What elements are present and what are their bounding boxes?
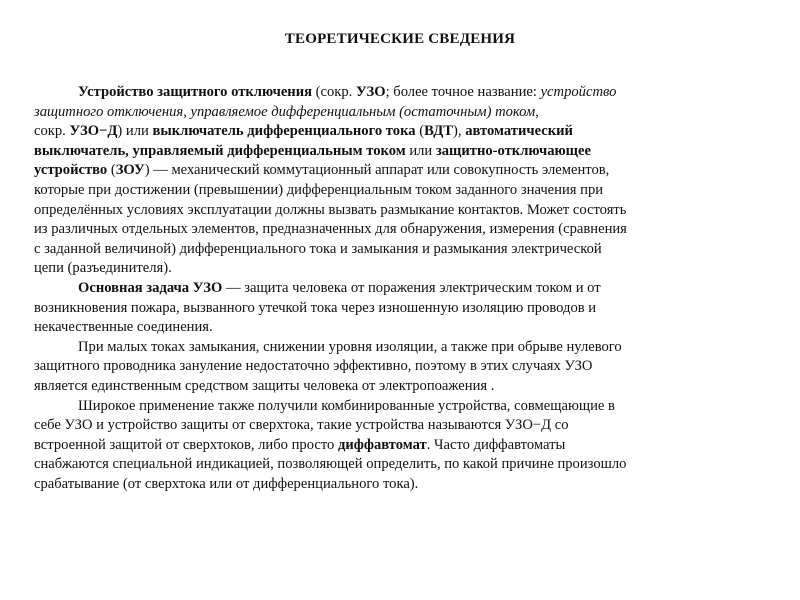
text-line (34, 122, 764, 142)
text-span: некачественные соединения. (34, 319, 213, 336)
text-span: (сокр. (312, 84, 356, 100)
text-line (34, 103, 764, 123)
bold-term: диффавтомат (337, 436, 427, 453)
text-line (34, 397, 764, 417)
text-line (34, 299, 764, 319)
text-span: Широкое применение также получили комбинированные устройства, совмещающие в (78, 397, 615, 414)
text-span: себе УЗО и устройство защиты от сверхтока, такие устройства называются УЗО−Д со (34, 417, 569, 434)
text-span: снабжаются специальной индикацией, позволяющей определить, по какой причине произошло (34, 456, 627, 473)
text-span: ) — механический коммутационный аппарат или совокупность элементов, (144, 162, 610, 179)
text-span: ; более точное название: (385, 84, 541, 100)
text-span: из различных отдельных элементов, предназначенных для обнаружения, измерения (сравнения (34, 221, 627, 238)
text-span: ( (107, 162, 116, 179)
text-span: ( (415, 123, 425, 140)
text-span: . Часто диффавтоматы (426, 436, 566, 453)
text-line (34, 416, 764, 436)
paragraph (34, 397, 764, 495)
bold-term: автоматический (465, 123, 573, 140)
text-span: является единственным средством защиты человека от электропоажения . (34, 377, 495, 394)
paragraph (34, 83, 764, 279)
text-span: При малых токах замыкания, снижении уровня изоляции, а также при обрыве нулевого (78, 338, 622, 355)
italic-term: устройство (540, 84, 617, 100)
text-line (34, 259, 764, 279)
text-line (34, 161, 764, 181)
bold-term: УЗО (355, 84, 386, 100)
text-span: цепи (разъединителя). (34, 260, 172, 277)
text-line (34, 377, 764, 397)
text-line (34, 240, 764, 260)
text-line (34, 357, 764, 377)
bold-term: выключатель дифференциального тока (152, 123, 416, 140)
paragraph (34, 279, 764, 338)
text-span: ) или (117, 123, 153, 140)
text-line (34, 436, 764, 456)
text-span: с заданной величиной) дифференциального тока и замыкания и размыкания электрической (34, 240, 602, 257)
bold-term: Основная задача УЗО (78, 279, 223, 296)
text-line (34, 279, 764, 299)
bold-term: устройство (34, 162, 108, 179)
text-line (34, 475, 764, 495)
text-line (34, 181, 764, 201)
text-line (34, 455, 764, 475)
text-line (34, 220, 764, 240)
text-span: защитного проводника зануление недостаточно эффективно, поэтому в этих случаях УЗО (34, 358, 593, 375)
text-span: — защита человека от поражения электрическим током и от (222, 279, 601, 296)
bold-term: ВДТ (424, 123, 454, 140)
bold-term: УЗО−Д (69, 123, 118, 140)
text-span: которые при достижении (превышении) дифференциальным током заданного значения при (34, 181, 604, 198)
paragraph (34, 338, 764, 397)
document-title: ТЕОРЕТИЧЕСКИЕ СВЕДЕНИЯ (284, 31, 516, 47)
text-span: ), (453, 123, 466, 140)
bold-term: выключатель, управляемый дифференциальным током (34, 142, 406, 159)
document-body (34, 83, 764, 494)
text-span: встроенной защитой от сверхтоков, либо просто (34, 436, 338, 453)
text-line (34, 142, 764, 162)
bold-term: защитно-отключающее (435, 142, 591, 159)
bold-term: Устройство защитного отключения (78, 84, 313, 100)
bold-term: ЗОУ (115, 162, 145, 179)
text-line (34, 338, 764, 358)
text-span: срабатывание (от сверхтока или от дифференциального тока). (34, 475, 419, 492)
text-line (34, 83, 764, 103)
text-line (34, 201, 764, 221)
text-line (34, 318, 764, 338)
text-span: возникновения пожара, вызванного утечкой тока через изношенную изоляцию проводов и (34, 299, 597, 316)
text-span: , (535, 103, 539, 120)
text-span: определённых условиях эксплуатации должны вызвать размыкание контактов. Может состоять (34, 201, 627, 218)
text-span: сокр. (34, 123, 70, 140)
italic-term: защитного отключения, управляемое дифференциальным (остаточным) током (34, 103, 536, 120)
text-span: или (405, 142, 436, 159)
